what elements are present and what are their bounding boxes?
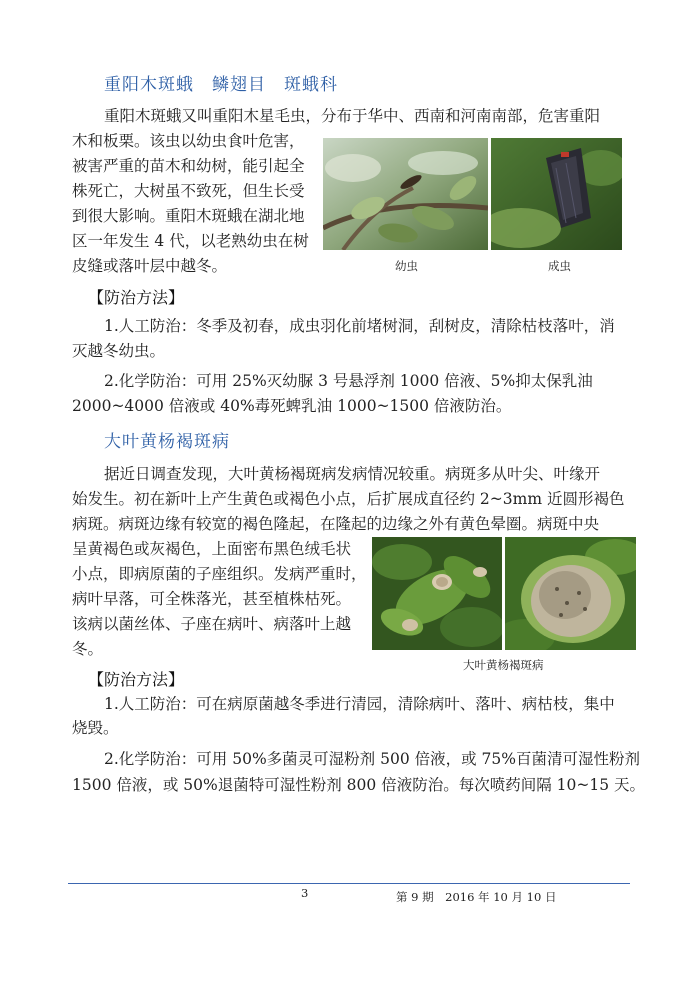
body-line: 呈黄褐色或灰褐色，上面密布黑色绒毛状 bbox=[72, 540, 352, 558]
caption-adult: 成虫 bbox=[548, 259, 571, 273]
leaf-spot-photo-2 bbox=[505, 537, 636, 650]
body-line: 小点，即病原菌的子座组织。发病严重时， bbox=[72, 565, 367, 583]
body-line: 到很大影响。重阳木斑蛾在湖北地 bbox=[72, 207, 305, 225]
method-line: 1500 倍液，或 50%退菌特可湿性粉剂 800 倍液防治。每次喷药间隔 10~15 天。 bbox=[72, 776, 645, 794]
issue-date: 第 9 期 2016 年 10 月 10 日 bbox=[396, 890, 557, 904]
leaf-spot-photo-1 bbox=[372, 537, 502, 650]
body-line: 被害严重的苗木和幼树，能引起全 bbox=[72, 157, 305, 175]
body-line: 病叶早落，可全株落光，甚至植株枯死。 bbox=[72, 590, 352, 608]
body-line: 重阳木斑蛾又叫重阳木星毛虫，分布于华中、西南和河南南部，危害重阳 bbox=[104, 107, 601, 125]
control-methods-title: 【防治方法】 bbox=[88, 288, 185, 307]
body-line: 该病以菌丝体、子座在病叶、病落叶上越 bbox=[72, 615, 352, 633]
adult-moth-photo bbox=[491, 138, 622, 250]
caption-larva: 幼虫 bbox=[395, 259, 418, 273]
caption-leaf-spot: 大叶黄杨褐斑病 bbox=[463, 658, 544, 672]
section-heading-jacobean-moth: 重阳木斑蛾 鳞翅目 斑蛾科 bbox=[104, 75, 338, 95]
footer-rule bbox=[68, 883, 630, 884]
method-line: 灭越冬幼虫。 bbox=[72, 342, 166, 360]
body-line: 木和板栗。该虫以幼虫食叶危害， bbox=[72, 132, 305, 150]
method-line: 1.人工防治：可在病原菌越冬季进行清园，清除病叶、落叶、病枯枝，集中 bbox=[104, 695, 615, 713]
larva-photo bbox=[323, 138, 488, 250]
body-line: 皮缝或落叶层中越冬。 bbox=[72, 257, 228, 275]
page-number: 3 bbox=[301, 886, 309, 900]
body-line: 区一年发生 4 代，以老熟幼虫在树 bbox=[72, 232, 309, 250]
method-line: 2000~4000 倍液或 40%毒死蜱乳油 1000~1500 倍液防治。 bbox=[72, 397, 512, 415]
body-line: 据近日调查发现，大叶黄杨褐斑病发病情况较重。病斑多从叶尖、叶缘开 bbox=[104, 465, 601, 483]
body-line: 病斑。病斑边缘有较宽的褐色隆起，在隆起的边缘之外有黄色晕圈。病斑中央 bbox=[72, 515, 600, 533]
body-line: 株死亡，大树虽不致死，但生长受 bbox=[72, 182, 305, 200]
control-methods-title: 【防治方法】 bbox=[88, 670, 185, 689]
method-line: 2.化学防治：可用 50%多菌灵可湿粉剂 500 倍液，或 75%百菌清可湿性粉剂 bbox=[104, 750, 640, 768]
method-line: 2.化学防治：可用 25%灭幼脲 3 号悬浮剂 1000 倍液、5%抑太保乳油 bbox=[104, 372, 593, 390]
method-line: 烧毁。 bbox=[72, 719, 119, 737]
body-line: 始发生。初在新叶上产生黄色或褐色小点，后扩展成直径约 2~3mm 近圆形褐色 bbox=[72, 490, 625, 508]
section-heading-leaf-spot: 大叶黄杨褐斑病 bbox=[104, 432, 230, 452]
method-line: 1.人工防治：冬季及初春，成虫羽化前堵树洞，刮树皮，清除枯枝落叶，消 bbox=[104, 317, 615, 335]
body-line: 冬。 bbox=[72, 640, 104, 658]
